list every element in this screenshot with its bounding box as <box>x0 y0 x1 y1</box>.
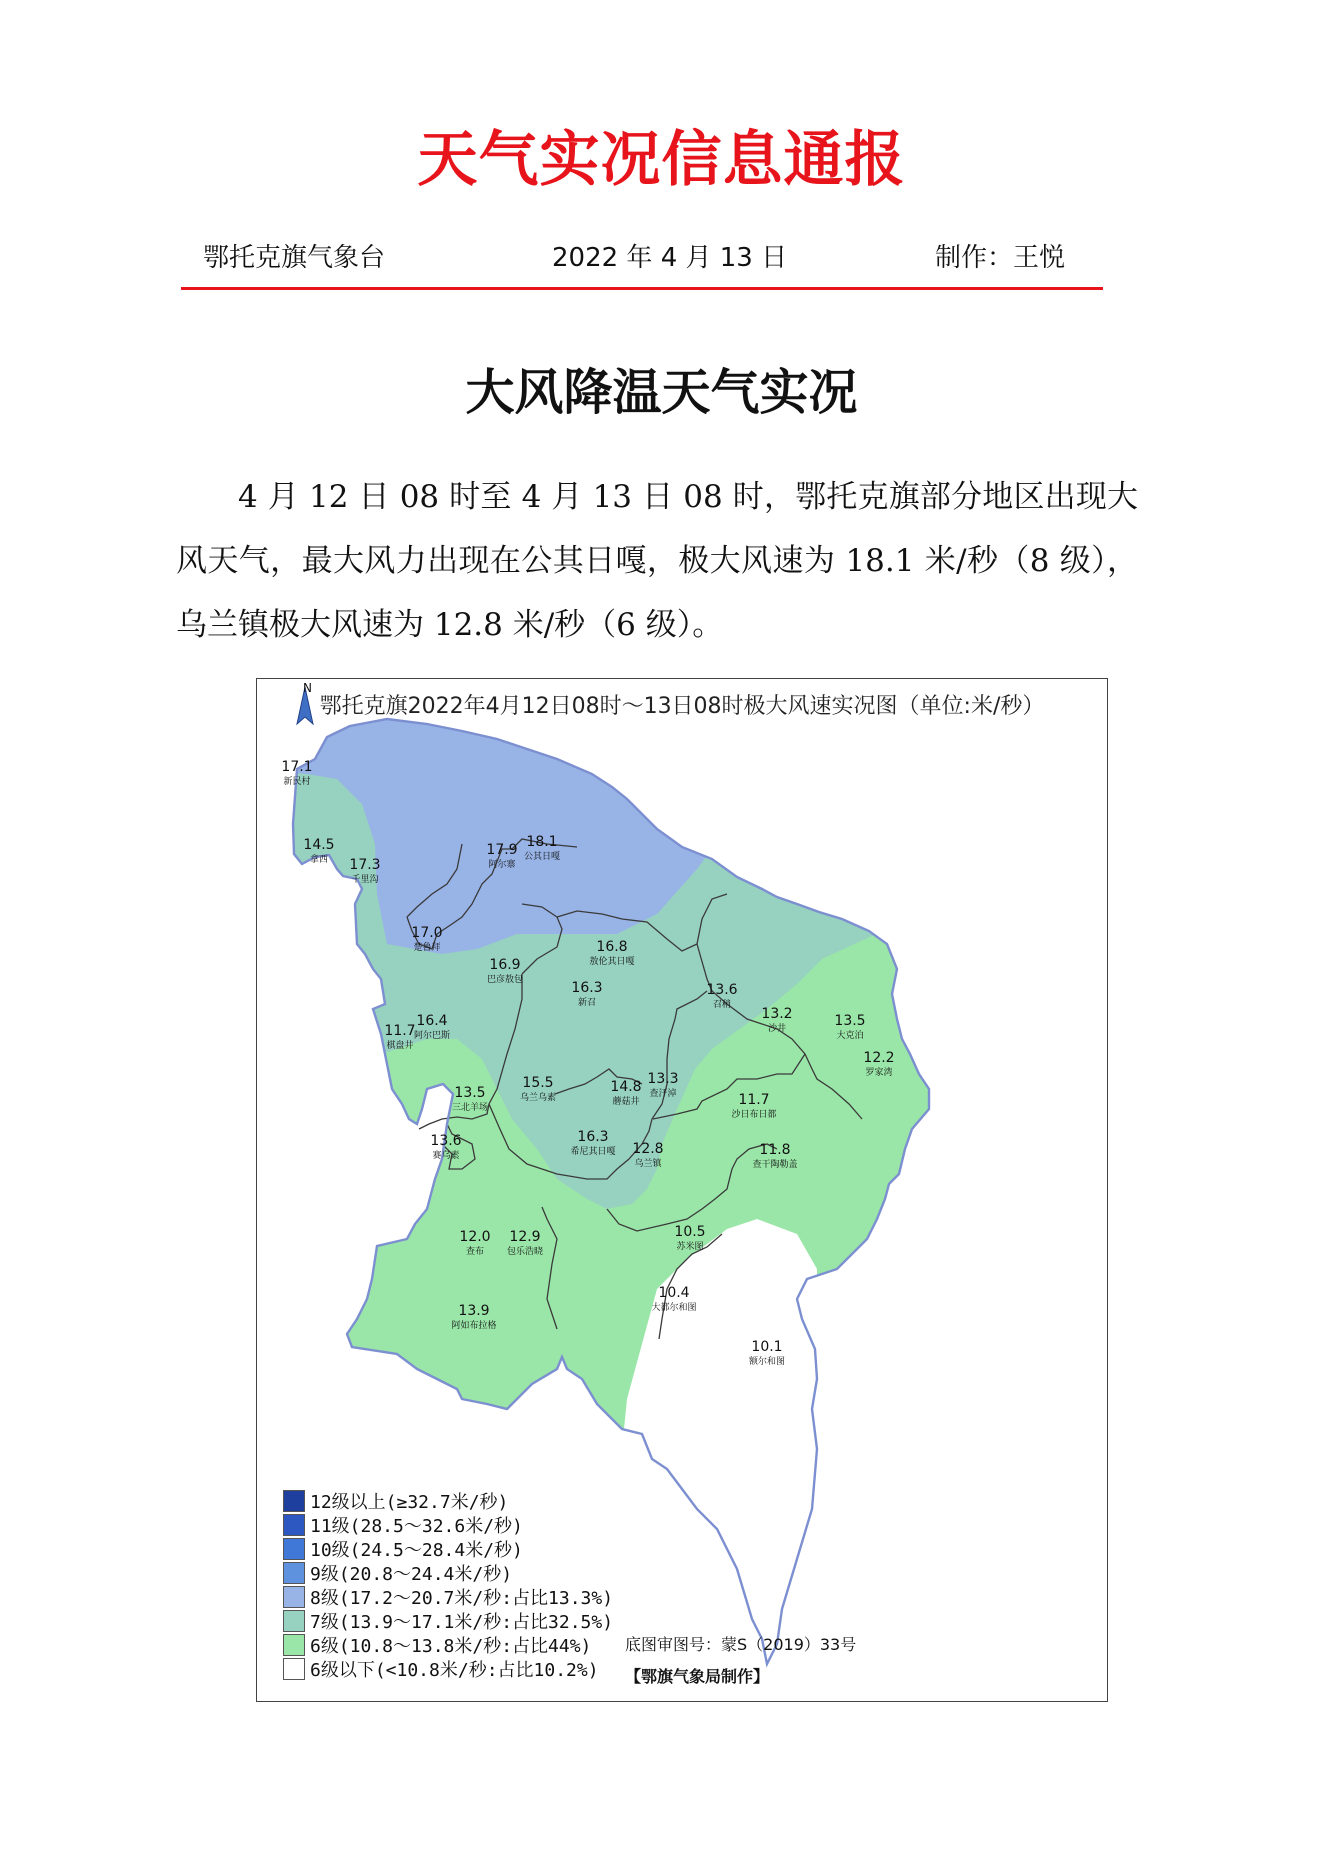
legend-label: 8级(17.2～20.7米/秒:占比13.3%) <box>310 1588 614 1609</box>
station <box>349 857 380 885</box>
station <box>430 1133 461 1161</box>
station-value: 17.1 <box>281 759 313 775</box>
legend-swatch <box>283 1634 305 1656</box>
station-value: 12.9 <box>509 1229 541 1245</box>
station-name: 大克泊 <box>836 1031 864 1041</box>
station <box>452 1085 488 1113</box>
map-legend <box>283 1489 613 1681</box>
legend-swatch <box>283 1610 305 1632</box>
meta-row <box>0 237 1323 271</box>
legend-label: 12级以上(≥32.7米/秒) <box>310 1492 509 1513</box>
station-name: 楚鲁拜 <box>413 943 441 953</box>
legend-item <box>283 1537 613 1561</box>
legend-swatch <box>283 1538 305 1560</box>
legend-item <box>283 1657 613 1681</box>
station-name: 大都尔和图 <box>651 1303 697 1313</box>
station-value: 16.8 <box>596 939 628 955</box>
station <box>281 759 312 787</box>
station-name: 巴彦敖包 <box>486 975 524 985</box>
station-name: 查干陶勒盖 <box>752 1160 798 1170</box>
station-value: 11.7 <box>738 1092 770 1108</box>
legend-label: 9级(20.8～24.4米/秒) <box>310 1564 513 1585</box>
station <box>524 834 560 862</box>
station-name: 希尼其日嘎 <box>570 1147 616 1157</box>
station-value: 13.5 <box>454 1085 486 1101</box>
station-value: 17.3 <box>349 857 381 873</box>
station-value: 16.9 <box>489 957 521 973</box>
station <box>507 1229 543 1257</box>
station-name: 沙井 <box>767 1024 787 1034</box>
station-name: 敖伦其日嘎 <box>589 957 635 967</box>
station <box>834 1013 865 1041</box>
station-name: 公其日嘎 <box>523 852 561 862</box>
legend-item <box>283 1633 613 1657</box>
station-name: 千里沟 <box>351 875 379 885</box>
station-value: 13.3 <box>647 1071 679 1087</box>
legend-swatch <box>283 1514 305 1536</box>
legend-item <box>283 1609 613 1633</box>
station-value: 10.5 <box>674 1224 706 1240</box>
legend-item <box>283 1585 613 1609</box>
legend-label: 11级(28.5～32.6米/秒) <box>310 1516 523 1537</box>
station-name: 蘑菇井 <box>612 1097 640 1107</box>
legend-swatch <box>283 1658 305 1680</box>
station-value: 11.7 <box>384 1023 416 1039</box>
legend-item <box>283 1513 613 1537</box>
header-divider <box>181 287 1103 290</box>
wind-map <box>256 678 1108 1702</box>
station-value: 12.8 <box>632 1141 664 1157</box>
station-name: 阿如布拉格 <box>451 1321 497 1331</box>
station-value: 14.8 <box>610 1079 642 1095</box>
legend-item <box>283 1489 613 1513</box>
station <box>520 1075 556 1103</box>
station-value: 15.5 <box>522 1075 554 1091</box>
station-value: 17.0 <box>411 925 443 941</box>
legend-swatch <box>283 1562 305 1584</box>
station-name: 苏米图 <box>676 1242 704 1252</box>
station <box>674 1224 705 1252</box>
station-value: 10.1 <box>751 1339 783 1355</box>
station-value: 10.4 <box>658 1285 690 1301</box>
author: 制作：王悦 <box>935 243 1066 273</box>
station-name: 包乐浩晓 <box>506 1247 544 1257</box>
station-value: 13.6 <box>430 1133 462 1149</box>
station-name: 查汗淖 <box>649 1089 677 1099</box>
station-name: 乌兰镇 <box>634 1159 662 1169</box>
station-name: 阿尔寨 <box>488 860 516 870</box>
station-name: 乌兰乌素 <box>519 1093 557 1103</box>
station-name: 沙日布日都 <box>731 1110 777 1120</box>
station-name: 阿尔巴斯 <box>413 1031 451 1041</box>
legend-label: 6级以下(<10.8米/秒:占比10.2%) <box>310 1660 599 1681</box>
station-name: 新召 <box>577 998 597 1008</box>
station-name: 赛乌素 <box>432 1151 460 1161</box>
station-value: 13.6 <box>706 982 738 998</box>
north-label: N <box>303 681 312 695</box>
article-headline: 大风降温天气实况 <box>465 363 858 421</box>
legend-label: 10级(24.5～28.4米/秒) <box>310 1540 523 1561</box>
station-name: 召稍 <box>712 1000 732 1010</box>
station <box>749 1339 785 1367</box>
station <box>863 1050 894 1078</box>
station-name: 查布 <box>465 1247 485 1257</box>
station-value: 14.5 <box>303 837 335 853</box>
station-value: 11.8 <box>759 1142 791 1158</box>
station <box>411 925 442 953</box>
station-name: 额尔和图 <box>748 1357 786 1367</box>
map-credit-author: 【鄂旗气象局制作】 <box>625 1667 770 1686</box>
station-value: 12.2 <box>863 1050 895 1066</box>
station-name: 拿西 <box>309 855 329 865</box>
station-name: 三北羊场 <box>451 1103 489 1113</box>
station-value: 16.3 <box>577 1129 609 1145</box>
station <box>384 1023 415 1051</box>
legend-label: 6级(10.8～13.8米/秒:占比44%) <box>310 1636 592 1657</box>
station-value: 16.3 <box>571 980 603 996</box>
station-value: 18.1 <box>526 834 558 850</box>
station <box>647 1071 678 1099</box>
map-title: 鄂托克旗2022年4月12日08时～13日08时极大风速实况图（单位:米/秒） <box>319 694 1045 719</box>
masthead-title: 天气实况信息通报 <box>417 125 906 195</box>
station-value: 13.5 <box>834 1013 866 1029</box>
station-value: 13.2 <box>761 1006 793 1022</box>
station <box>610 1079 641 1107</box>
station-name: 棋盘井 <box>386 1041 414 1051</box>
map-credit-line: 底图审图号：蒙S（2019）33号 <box>625 1635 857 1654</box>
station-value: 12.0 <box>459 1229 491 1245</box>
station-value: 17.9 <box>486 842 518 858</box>
legend-label: 7级(13.9～17.1米/秒:占比32.5%) <box>310 1612 614 1633</box>
station <box>487 957 523 985</box>
issuer: 鄂托克旗气象台 <box>203 243 386 273</box>
station-value: 16.4 <box>416 1013 448 1029</box>
station-name: 罗家湾 <box>865 1068 893 1078</box>
legend-swatch <box>283 1490 305 1512</box>
issue-date: 2022 年 4 月 13 日 <box>552 243 788 273</box>
legend-item <box>283 1561 613 1585</box>
station-value: 13.9 <box>458 1303 490 1319</box>
station <box>632 1141 663 1169</box>
station <box>486 842 517 870</box>
station-name: 新民村 <box>283 777 311 787</box>
article-paragraph: 4 月 12 日 08 时至 4 月 13 日 08 时，鄂托克旗部分地区出现大风天气，最大风力出现在公其日嘎，极大风速为 18.1 米/秒（8 级），乌兰镇极大风速为 12.8 米/秒（6 级）。 <box>176 479 1138 643</box>
legend-swatch <box>283 1586 305 1608</box>
station <box>414 1013 450 1041</box>
